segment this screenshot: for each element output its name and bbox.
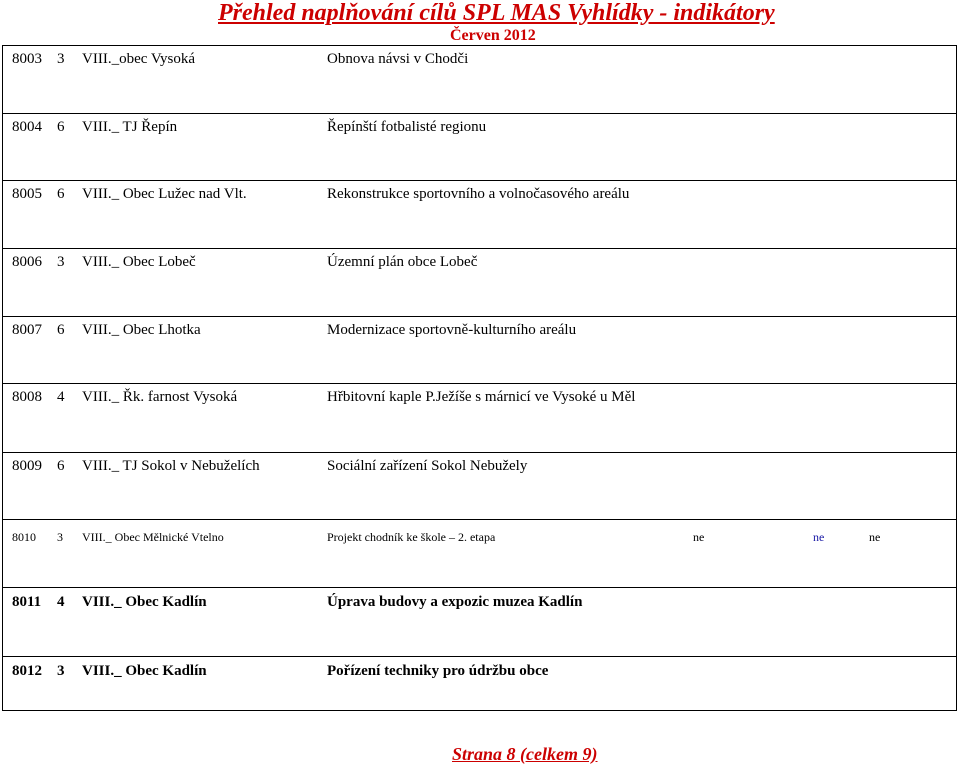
row-organization: VIII._ TJ Řepín <box>82 119 178 135</box>
row-flag-3: ne <box>869 530 881 544</box>
row-flag-1: ne <box>693 530 705 544</box>
row-project: Obnova návsi v Chodči <box>327 51 469 67</box>
table-row <box>3 384 956 453</box>
indicator-table <box>2 45 957 711</box>
table-row <box>3 520 956 588</box>
table-row <box>3 588 956 657</box>
row-project: Úprava budovy a expozic muzea Kadlín <box>327 594 583 610</box>
row-organization: VIII._ Řk. farnost Vysoká <box>82 389 238 405</box>
row-number: 4 <box>57 594 65 610</box>
row-organization: VIII._ Obec Lobeč <box>82 254 196 270</box>
page-footer: Strana 8 (celkem 9) <box>452 744 598 764</box>
row-id: 8006 <box>12 254 42 270</box>
row-project: Územní plán obce Lobeč <box>327 254 478 270</box>
table-row <box>3 46 956 114</box>
row-project: Řepínští fotbalisté regionu <box>327 119 487 135</box>
row-id: 8005 <box>12 186 42 202</box>
row-id: 8008 <box>12 389 42 405</box>
row-number: 6 <box>57 322 65 338</box>
row-id: 8011 <box>12 594 42 610</box>
table-row <box>3 114 956 181</box>
table-row <box>3 181 956 249</box>
row-number: 4 <box>57 389 65 405</box>
row-organization: VIII._ TJ Sokol v Nebuželích <box>82 458 260 474</box>
row-project: Pořízení techniky pro údržbu obce <box>327 663 549 679</box>
row-id: 8012 <box>12 663 42 679</box>
row-id: 8007 <box>12 322 42 338</box>
row-number: 3 <box>57 254 65 270</box>
row-project: Sociální zařízení Sokol Nebužely <box>327 458 528 474</box>
row-organization: VIII._ Obec Lhotka <box>82 322 201 338</box>
row-project: Projekt chodník ke škole – 2. etapa <box>327 530 496 544</box>
row-organization: VIII._ Obec Kadlín <box>82 663 207 679</box>
row-number: 6 <box>57 458 65 474</box>
page-header <box>0 0 959 46</box>
row-project: Hřbitovní kaple P.Ježíše s márnicí ve Vysoké u Měl <box>327 389 636 405</box>
row-id: 8003 <box>12 51 42 67</box>
table-row <box>3 317 956 384</box>
row-number: 3 <box>57 663 65 679</box>
row-number: 6 <box>57 186 65 202</box>
row-id: 8010 <box>12 530 36 544</box>
row-number: 6 <box>57 119 65 135</box>
table-row <box>3 657 956 710</box>
row-id: 8004 <box>12 119 42 135</box>
row-project: Modernizace sportovně-kulturního areálu <box>327 322 577 338</box>
row-organization: VIII._ Obec Kadlín <box>82 594 207 610</box>
page-title: Přehled naplňování cílů SPL MAS Vyhlídky - indikátory <box>218 0 775 26</box>
row-organization: VIII._obec Vysoká <box>82 51 196 67</box>
row-id: 8009 <box>12 458 42 474</box>
row-number: 3 <box>57 51 65 67</box>
page-subtitle: Červen 2012 <box>450 27 536 44</box>
row-project: Rekonstrukce sportovního a volnočasového areálu <box>327 186 630 202</box>
row-organization: VIII._ Obec Mělnické Vtelno <box>82 530 224 544</box>
row-organization: VIII._ Obec Lužec nad Vlt. <box>82 186 247 202</box>
table-row <box>3 453 956 520</box>
row-flag-2: ne <box>813 530 825 544</box>
row-number: 3 <box>57 530 63 544</box>
table-row <box>3 249 956 317</box>
